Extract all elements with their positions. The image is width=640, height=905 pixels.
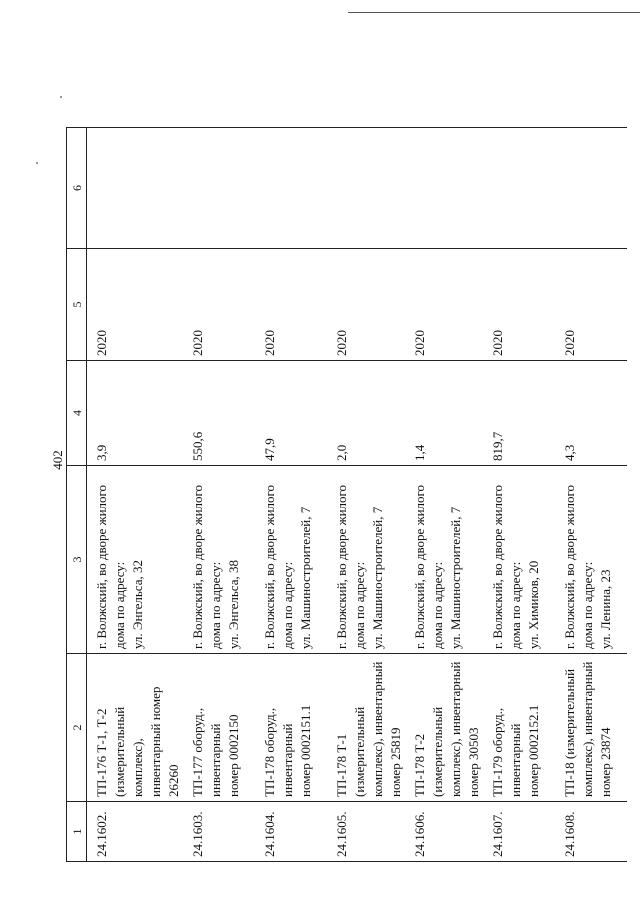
object-note [255,128,327,249]
object-year: 2020 [87,249,184,361]
object-value: 550,6 [183,361,255,466]
row-number: 24.1604. [255,802,327,862]
object-value: 819,7 [483,361,555,466]
object-value: 2,0 [327,361,405,466]
object-address: г. Волжский, во дворе жилого дома по адресу: ул. Энгельса, 32 [87,466,184,654]
table-row [405,128,483,862]
object-note [483,128,555,249]
object-year: 2020 [483,249,555,361]
object-note [183,128,255,249]
object-year: 2020 [255,249,327,361]
object-name: ТП-178 оборуд., инвентарный номер 0002151.1 [255,654,327,802]
object-name: ТП-18 (измерительный комплекс), инвентарный номер 23874 [555,654,627,802]
object-name: ТП-178 Т-1 (измерительный комплекс), инвентарный номер 25819 [327,654,405,802]
object-year: 2020 [405,249,483,361]
table-row [327,128,405,862]
object-value: 1,4 [405,361,483,466]
column-header: 3 [67,466,87,654]
object-address: г. Волжский, во дворе жилого дома по адресу: ул. Машиностроителей, 7 [405,466,483,654]
row-number: 24.1607. [483,802,555,862]
table-row [555,128,627,862]
row-number: 24.1605. [327,802,405,862]
object-note [405,128,483,249]
column-header: 2 [67,654,87,802]
object-note [87,128,184,249]
table-row [87,128,184,862]
object-name: ТП-179 оборуд., инвентарный номер 0002152.1 [483,654,555,802]
row-number: 24.1608. [555,802,627,862]
table-row [483,128,555,862]
object-value: 3,9 [87,361,184,466]
object-address: г. Волжский, во дворе жилого дома по адресу: ул. Химиков, 20 [483,466,555,654]
object-name: ТП-176 Т-1, Т-2 (измерительный комплекс), инвентарный номер 26260 [87,654,184,802]
row-number: 24.1606. [405,802,483,862]
object-year: 2020 [555,249,627,361]
object-year: 2020 [327,249,405,361]
object-value: 4,3 [555,361,627,466]
column-header: 4 [67,361,87,466]
row-number: 24.1602. [87,802,184,862]
table-row [255,128,327,862]
object-name: ТП-177 оборуд., инвентарный номер 0002150 [183,654,255,802]
object-note [327,128,405,249]
object-name: ТП-178 Т-2 (измерительный комплекс), инвентарный номер 30503 [405,654,483,802]
column-header: 1 [67,802,87,862]
row-number: 24.1603. [183,802,255,862]
column-header: 6 [67,128,87,249]
table-row [183,128,255,862]
table-header-row [67,128,87,862]
object-address: г. Волжский, во дворе жилого дома по адресу: ул. Ленина, 23 [555,466,627,654]
property-table [66,127,627,862]
object-address: г. Волжский, во дворе жилого дома по адресу: ул. Машиностроителей, 7 [255,466,327,654]
object-year: 2020 [183,249,255,361]
object-address: г. Волжский, во дворе жилого дома по адресу: ул. Машиностроителей, 7 [327,466,405,654]
object-address: г. Волжский, во дворе жилого дома по адресу: ул. Энгельса, 38 [183,466,255,654]
object-note [555,128,627,249]
column-header: 5 [67,249,87,361]
page-number: 402 [50,450,65,470]
object-value: 47,9 [255,361,327,466]
